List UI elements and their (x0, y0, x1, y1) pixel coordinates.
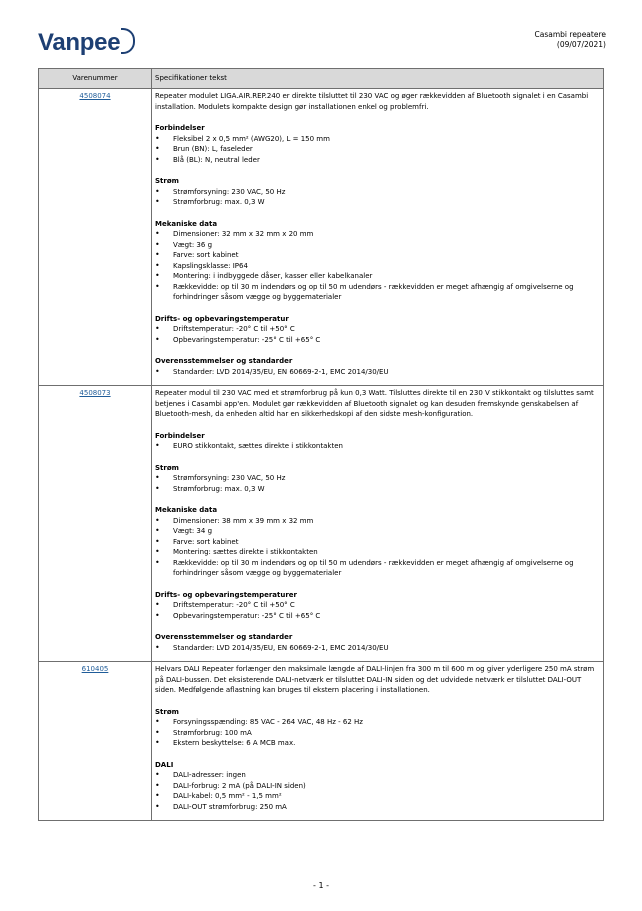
section-title: Overensstemmelser og standarder (155, 633, 293, 641)
list-item: • Rækkevidde: op til 30 m indendørs og op til 50 m udendørs - rækkevidden er meget afhængig af omgivelserne og forhindringer såsom vægge og byggematerialer (155, 558, 600, 579)
spec-section (155, 176, 600, 208)
list-item: • Fleksibel 2 x 0,5 mm² (AWG20), L = 150 mm (155, 134, 600, 145)
list-item: • Rækkevidde: op til 30 m indendørs og op til 50 m udendørs - rækkevidden er meget afhængig af omgivelserne og forhindringer såsom vægge og byggematerialer (155, 282, 600, 303)
document-meta (535, 30, 606, 50)
spec-intro: Helvars DALI Repeater forlænger den maksimale længde af DALI-linjen fra 300 m til 600 m og giver yderligere 250 mA strøm på DALI-bussen. Det eksisterende DALI-netværk er tilsluttet DALI-IN siden og det udvidede netværk er tilsluttet DALI-OUT siden. Medfølgende aflastning kan bruges til ekstern placering i installationen. (155, 665, 595, 694)
section-list (155, 600, 600, 621)
table-body (39, 89, 604, 821)
list-item: • Opbevaringstemperatur: -25° C til +65° C (155, 611, 600, 622)
list-item: • Vægt: 36 g (155, 240, 600, 251)
item-number-link[interactable]: 610405 (81, 665, 109, 673)
vanpee-logo (38, 28, 135, 57)
logo-swoosh-icon (121, 28, 135, 54)
table-row (39, 662, 604, 821)
item-number-link[interactable]: 4508074 (79, 92, 111, 100)
document-title: Casambi repeatere (534, 30, 606, 39)
section-title: Strøm (155, 707, 179, 716)
list-item: • Strømforbrug: max. 0,3 W (155, 197, 600, 208)
list-item: • EURO stikkontakt, sættes direkte i stikkontakten (155, 441, 600, 452)
section-list (155, 229, 600, 303)
spec-section (155, 505, 600, 579)
spec-cell (152, 662, 604, 821)
list-item: • Dimensioner: 32 mm x 32 mm x 20 mm (155, 229, 600, 240)
list-item: • Strømforbrug: max. 0,3 W (155, 484, 600, 495)
spec-table (38, 68, 604, 821)
list-item: • Forsyningsspænding: 85 VAC - 264 VAC, 48 Hz - 62 Hz (155, 717, 600, 728)
spec-cell (152, 89, 604, 386)
section-title: Drifts- og opbevaringstemperaturer (155, 590, 297, 599)
item-number-link[interactable]: 4508073 (79, 389, 111, 397)
list-item: • DALI-OUT strømforbrug: 250 mA (155, 802, 600, 813)
list-item: • Kapslingsklasse: IP64 (155, 261, 600, 272)
spec-section (155, 632, 600, 653)
spec-section (155, 431, 600, 452)
list-item: • Blå (BL): N, neutral leder (155, 155, 600, 166)
table-row (39, 386, 604, 662)
spec-section (155, 356, 600, 377)
section-list (155, 187, 600, 208)
item-number-cell (39, 386, 152, 662)
section-title: Drifts- og opbevaringstemperatur (155, 314, 289, 323)
section-title: DALI (155, 760, 174, 769)
section-list (155, 324, 600, 345)
section-list (155, 717, 600, 749)
page-number: - 1 - (313, 881, 329, 890)
table-row (39, 89, 604, 386)
list-item: • DALI-kabel: 0,5 mm² - 1,5 mm² (155, 791, 600, 802)
list-item: • Opbevaringstemperatur: -25° C til +65° C (155, 335, 600, 346)
section-title: Overensstemmelser og standarder (155, 357, 293, 365)
spec-cell (152, 386, 604, 662)
section-title: Forbindelser (155, 124, 205, 132)
section-list (155, 516, 600, 579)
section-title: Forbindelser (155, 431, 205, 440)
spec-section (155, 463, 600, 495)
section-list (155, 367, 600, 378)
list-item: • Strømforsyning: 230 VAC, 50 Hz (155, 473, 600, 484)
logo-text: Vanpee (38, 29, 121, 56)
item-number-cell (39, 662, 152, 821)
section-list (155, 770, 600, 812)
list-item: • Montering: i indbyggede dåser, kasser eller kabelkanaler (155, 271, 600, 282)
list-item: • Driftstemperatur: -20° C til +50° C (155, 600, 600, 611)
column-header-number: Varenummer (39, 69, 152, 89)
section-list (155, 134, 600, 166)
section-list (155, 473, 600, 494)
list-item: • Strømforsyning: 230 VAC, 50 Hz (155, 187, 600, 198)
spec-section (155, 590, 600, 622)
section-title: Mekaniske data (155, 219, 218, 228)
section-list (155, 643, 600, 654)
spec-section (155, 219, 600, 303)
section-title: Strøm (155, 463, 179, 472)
spec-intro: Repeater modul til 230 VAC med et strømforbrug på kun 0,3 Watt. Tilsluttes direkte til en 230 V stikkontakt og tilsluttes samt betjenes i Casambi app'en. Modulet gør rækkevidden af Bluetooth signalet og kan desuden fremskynde genskabelsen af Bluetooth-mesh, da enheden altid har en sikkerhedskopi af den sidste mesh-konfiguration. (155, 389, 594, 418)
list-item: • Farve: sort kabinet (155, 250, 600, 261)
spec-section (155, 123, 600, 165)
spec-intro: Repeater modulet LIGA.AIR.REP.240 er direkte tilsluttet til 230 VAC og øger rækkevidden af Bluetooth signalet i en Casambi installation. Modulets kompakte design gør installationen enkel og problemfri. (155, 92, 589, 111)
section-title: Strøm (155, 177, 179, 185)
list-item: • Standarder: LVD 2014/35/EU, EN 60669-2-1, EMC 2014/30/EU (155, 367, 600, 378)
list-item: • Strømforbrug: 100 mA (155, 728, 600, 739)
list-item: • DALI-forbrug: 2 mA (på DALI-IN siden) (155, 781, 600, 792)
column-header-spec: Specifikationer tekst (152, 69, 604, 89)
spec-section (155, 314, 600, 346)
spec-section (155, 760, 600, 813)
list-item: • Driftstemperatur: -20° C til +50° C (155, 324, 600, 335)
list-item: • DALI-adresser: ingen (155, 770, 600, 781)
table-header-row (39, 69, 604, 89)
list-item: • Ekstern beskyttelse: 6 A MCB max. (155, 738, 600, 749)
list-item: • Brun (BN): L, faseleder (155, 144, 600, 155)
section-list (155, 441, 600, 452)
section-title: Mekaniske data (155, 506, 218, 514)
spec-section (155, 707, 600, 749)
list-item: • Dimensioner: 38 mm x 39 mm x 32 mm (155, 516, 600, 527)
item-number-cell (39, 89, 152, 386)
document-date: (09/07/2021) (556, 40, 606, 49)
list-item: • Vægt: 34 g (155, 526, 600, 537)
list-item: • Montering: sættes direkte i stikkontakten (155, 547, 600, 558)
list-item: • Standarder: LVD 2014/35/EU, EN 60669-2-1, EMC 2014/30/EU (155, 643, 600, 654)
list-item: • Farve: sort kabinet (155, 537, 600, 548)
